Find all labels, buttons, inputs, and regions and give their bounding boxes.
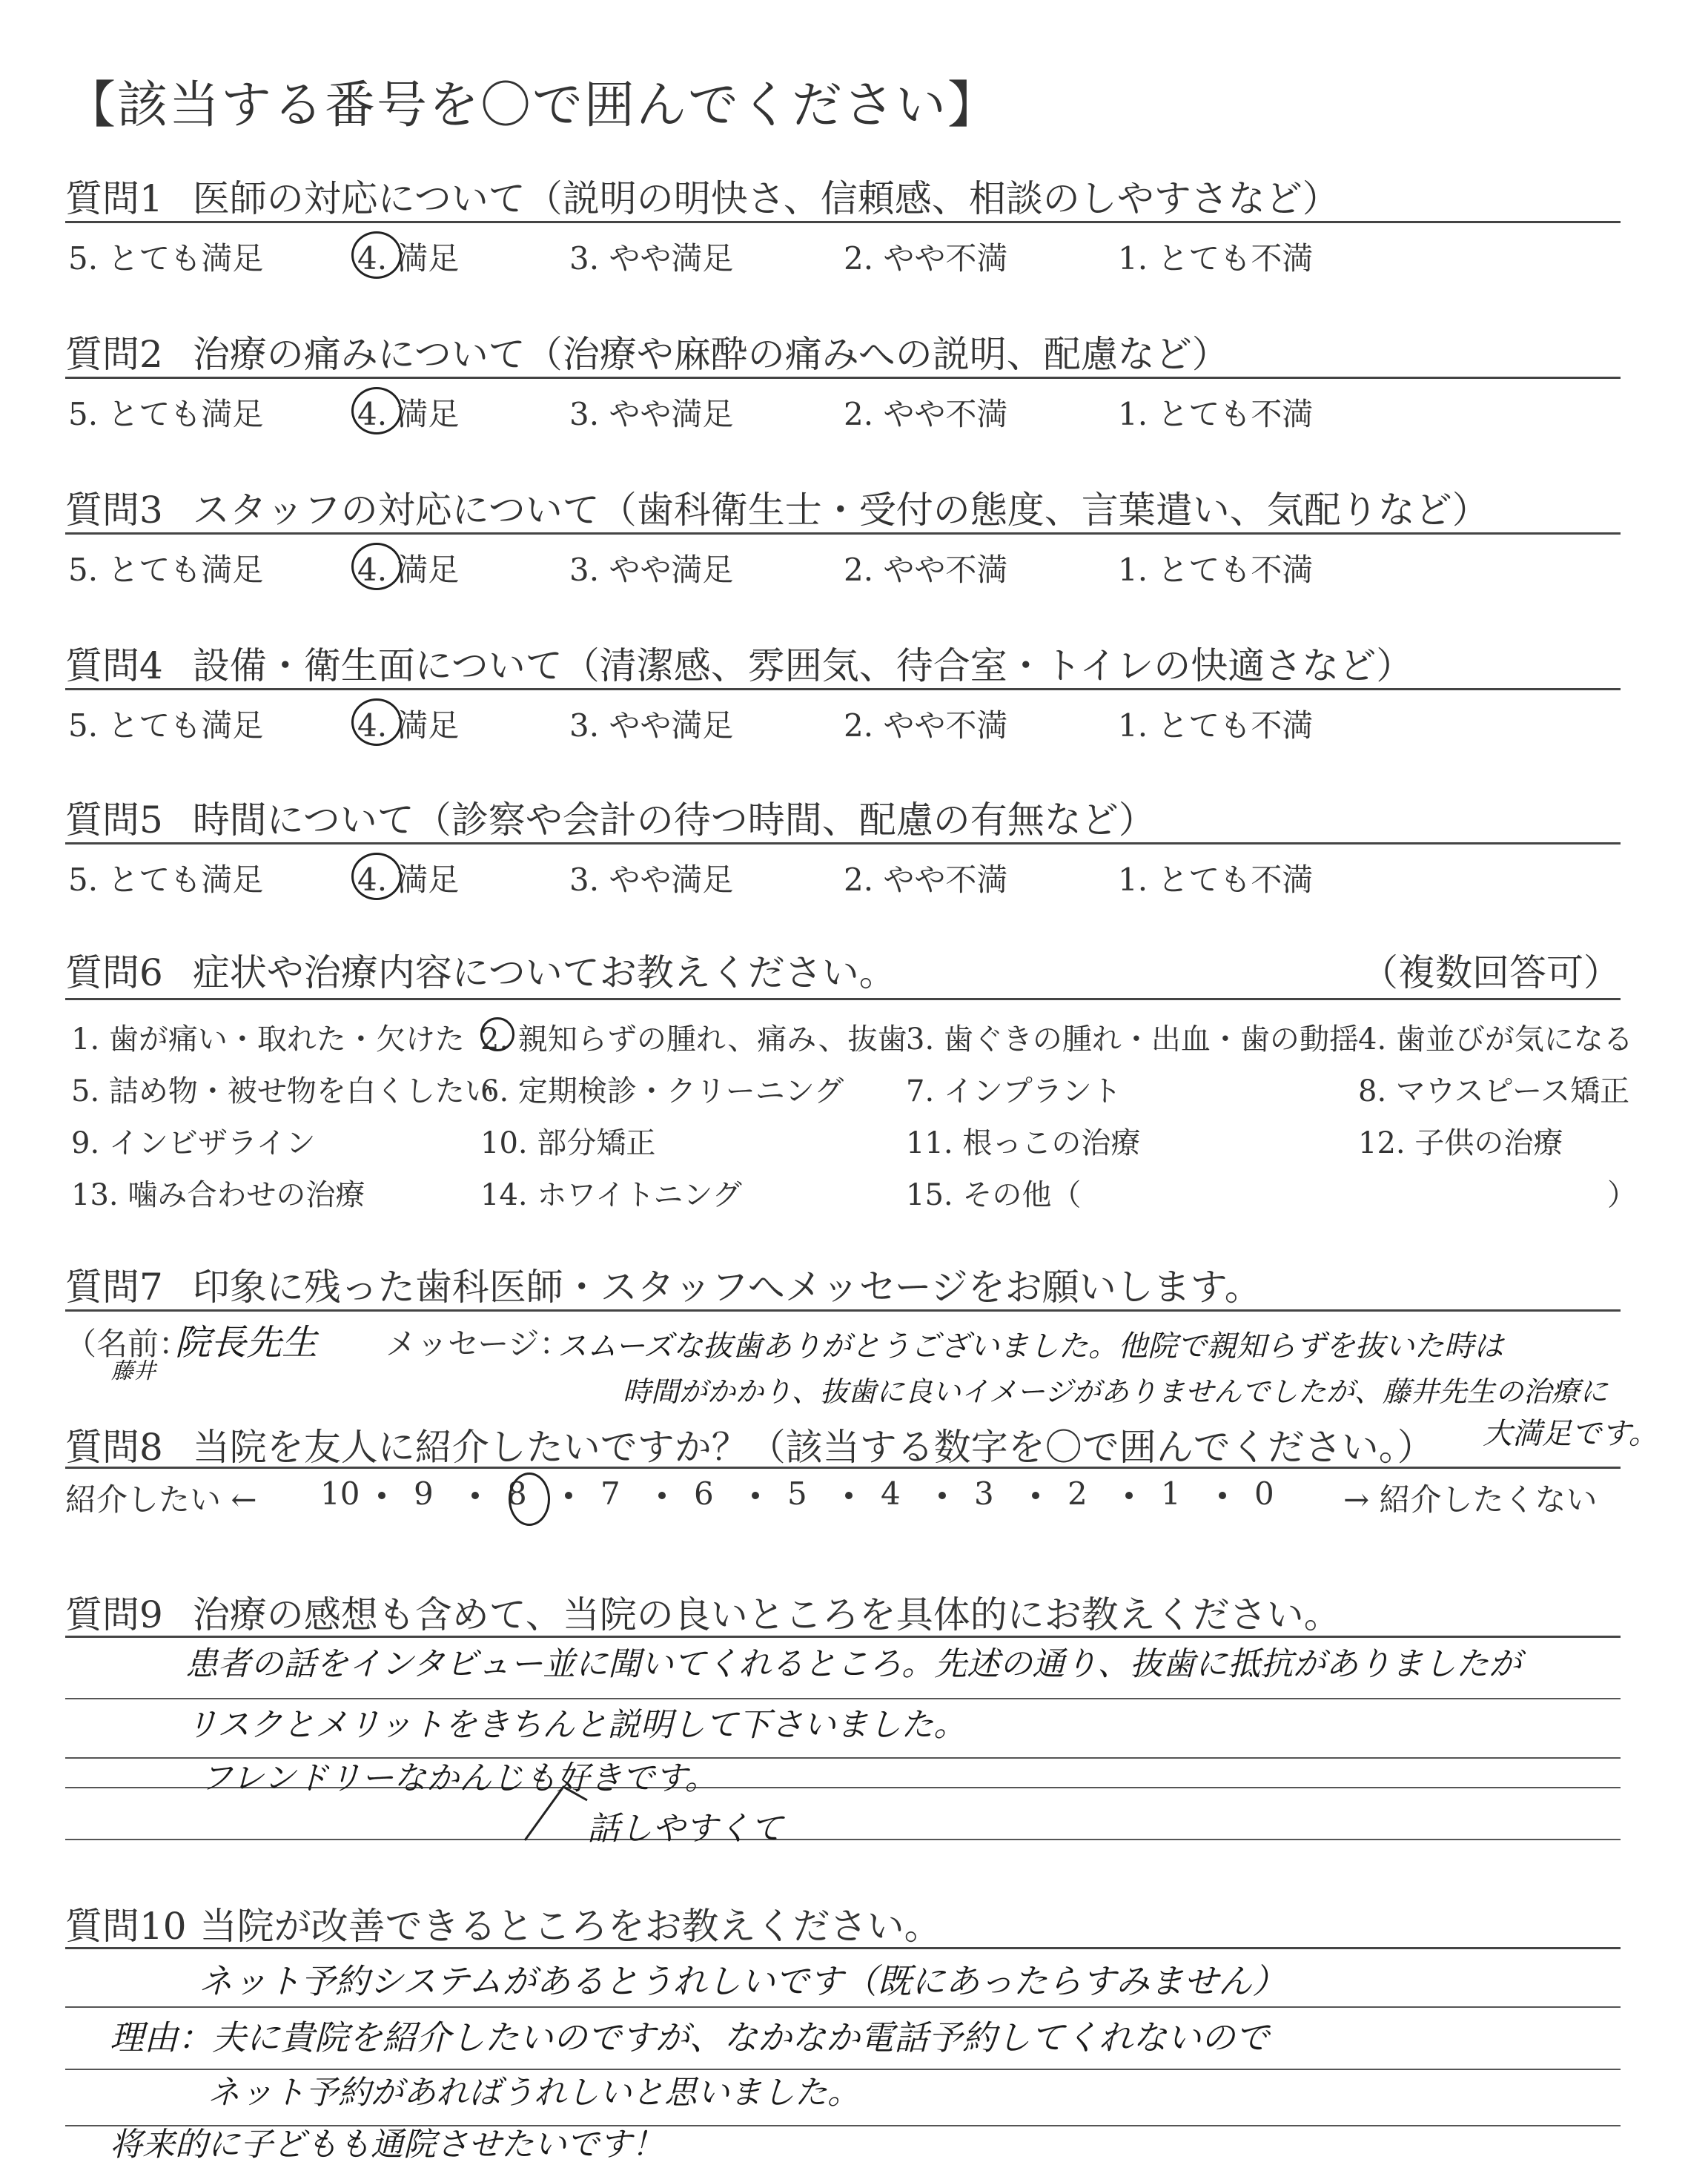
q2-option[interactable]: 4. 満足 [357, 396, 460, 432]
q10-title-row [65, 1897, 941, 1950]
q1-option[interactable]: 3. やや満足 [569, 240, 734, 277]
q8-rule [65, 1467, 1621, 1469]
q8-scale-value[interactable]: 4 [881, 1475, 901, 1512]
q8-scale-value[interactable]: 2 [1068, 1475, 1088, 1512]
q3-number: 質問3 [65, 489, 163, 532]
q8-scale-separator [1032, 1492, 1039, 1499]
q2-option[interactable]: 3. やや満足 [569, 396, 734, 432]
q8-scale-value[interactable]: 1 [1161, 1475, 1181, 1512]
q9-line-4[interactable]: 話しやすくて [587, 1810, 783, 1848]
q4-number: 質問4 [65, 644, 163, 687]
q8-scale-separator [1125, 1492, 1133, 1499]
q7-name-label: （名前： [65, 1326, 191, 1362]
q8-scale-separator [845, 1492, 853, 1499]
q7-title-row [65, 1257, 1262, 1311]
q1-title-row [65, 169, 1340, 222]
q6-option[interactable]: 6. 定期検診・クリーニング [480, 1074, 844, 1108]
q2-option[interactable]: 1. とても不満 [1118, 396, 1314, 432]
q6-note: （複数回答可） [1361, 951, 1621, 994]
q7-name-extra: 藤井 [111, 1358, 156, 1384]
q6-option[interactable]: 12. 子供の治療 [1358, 1126, 1563, 1160]
q5-title: 時間について（診察や会計の待つ時間、配慮の有無など） [192, 799, 1156, 842]
q6-rule [65, 998, 1621, 1000]
q6-option[interactable]: 11. 根っこの治療 [906, 1126, 1141, 1160]
q10-line-rule [65, 2006, 1621, 2008]
q8-scale-separator [752, 1492, 759, 1499]
q9-line-3[interactable]: フレンドリーなかんじも好きです。 [200, 1759, 718, 1797]
q8-number: 質問8 [65, 1426, 163, 1469]
q5-option[interactable]: 5. とても満足 [68, 862, 264, 898]
q9-line-1[interactable]: 患者の話をインタビュー並に聞いてくれるところ。先述の通り、抜歯に抵抗がありましたが [185, 1645, 1522, 1683]
q8-scale-separator [378, 1492, 385, 1499]
q8-scale-separator [939, 1492, 946, 1499]
q6-number: 質問6 [65, 951, 163, 994]
q7-name-value[interactable]: 院長先生 [175, 1322, 318, 1364]
q7-title: 印象に残った歯科医師・スタッフへメッセージをお願いします。 [192, 1266, 1262, 1309]
q8-scale-separator [471, 1492, 479, 1499]
q10-line-3[interactable]: ネット予約があればうれしいと思いました。 [208, 2074, 860, 2112]
q6-option[interactable]: 4. 歯並びが気になる [1358, 1022, 1633, 1057]
q2-selected-circle[interactable] [351, 387, 402, 434]
q4-option[interactable]: 3. やや満足 [569, 707, 734, 744]
q3-rule [65, 532, 1621, 535]
q6-option[interactable]: 7. インプラント [906, 1074, 1122, 1108]
q9-line-2[interactable]: リスクとメリットをきちんと説明して下さいました。 [185, 1706, 967, 1744]
q6-selected-circle[interactable] [480, 1017, 514, 1051]
q3-title-row [65, 480, 1489, 534]
q1-title: 医師の対応について（説明の明快さ、信頼感、相談のしやすさなど） [192, 177, 1340, 220]
q6-option[interactable]: 8. マウスピース矯正 [1358, 1074, 1630, 1108]
q7-message-line-2[interactable]: 時間がかかり、抜歯に良いイメージがありませんでしたが、藤井先生の治療に [623, 1375, 1608, 1408]
q4-option[interactable]: 4. 満足 [357, 707, 460, 744]
q8-selected-circle[interactable] [509, 1472, 550, 1526]
q9-title: 治療の感想も含めて、当院の良いところを具体的にお教えください。 [192, 1593, 1341, 1636]
q5-selected-circle[interactable] [351, 853, 402, 900]
q5-option[interactable]: 1. とても不満 [1118, 862, 1314, 898]
q1-option[interactable]: 5. とても満足 [68, 240, 264, 277]
q4-title-row [65, 636, 1413, 690]
q6-title: 症状や治療内容についてお教えください。 [192, 951, 896, 994]
q8-scale-value[interactable]: 9 [414, 1475, 434, 1512]
q7-rule [65, 1309, 1621, 1312]
q3-option[interactable]: 5. とても満足 [68, 552, 264, 588]
q2-option[interactable]: 5. とても満足 [68, 396, 264, 432]
q8-title-row [65, 1418, 1434, 1471]
q10-line-2[interactable]: 理由：夫に貴院を紹介したいのですが、なかなか電話予約してくれないので [110, 2017, 1269, 2057]
q10-title: 当院が改善できるところをお教えください。 [199, 1905, 941, 1948]
q6-option[interactable]: 9. インビザライン [71, 1126, 316, 1160]
q7-message-label: メッセージ： [385, 1326, 571, 1362]
q8-scale-separator [565, 1492, 572, 1499]
q1-option[interactable]: 1. とても不満 [1118, 240, 1314, 277]
q6-option[interactable]: 14. ホワイトニング [480, 1178, 742, 1212]
q9-number: 質問9 [65, 1593, 163, 1636]
q3-option[interactable]: 1. とても不満 [1118, 552, 1314, 588]
q4-option[interactable]: 2. やや不満 [844, 707, 1008, 744]
q6-option[interactable]: 5. 詰め物・被せ物を白くしたい [71, 1074, 494, 1108]
q9-insert-caret [519, 1779, 608, 1846]
q3-selected-circle[interactable] [351, 543, 402, 590]
q5-option[interactable]: 3. やや満足 [569, 862, 734, 898]
q8-title: 当院を友人に紹介したいですか？（該当する数字を〇で囲んでください。） [192, 1426, 1434, 1469]
q10-line-4[interactable]: 将来的に子どもも通院させたいです！ [110, 2126, 664, 2164]
q5-number: 質問5 [65, 799, 163, 842]
q2-number: 質問2 [65, 333, 163, 376]
q2-option[interactable]: 2. やや不満 [844, 396, 1008, 432]
q8-right-label: → 紹介したくない [1343, 1481, 1598, 1518]
q7-number: 質問7 [65, 1266, 163, 1309]
q8-left-label: 紹介したい ← [65, 1481, 257, 1518]
q5-title-row [65, 790, 1156, 844]
q10-line-1[interactable]: ネット予約システムがあるとうれしいです（既にあったらすみません） [199, 1961, 1286, 2001]
q8-scale-separator [1219, 1492, 1226, 1499]
q8-scale-separator [658, 1492, 666, 1499]
q10-number: 質問10 [65, 1905, 187, 1948]
q6-option[interactable]: 10. 部分矯正 [480, 1126, 656, 1160]
q4-option[interactable]: 1. とても不満 [1118, 707, 1314, 744]
q6-option[interactable]: 2. 親知らずの腫れ、痛み、抜歯 [480, 1022, 907, 1057]
q5-option[interactable]: 4. 満足 [357, 862, 460, 898]
q7-message-line-1[interactable]: スムーズな抜歯ありがとうございました。他院で親知らずを抜いた時は [557, 1329, 1503, 1364]
q9-line-rule [65, 1839, 1621, 1840]
q1-selected-circle[interactable] [351, 231, 402, 279]
q1-rule [65, 221, 1621, 223]
q3-option[interactable]: 4. 満足 [357, 552, 460, 588]
q5-option[interactable]: 2. やや不満 [844, 862, 1008, 898]
page-heading: 【該当する番号を〇で囲んでください】 [65, 76, 1000, 135]
q6-option[interactable]: 15. その他（ [906, 1178, 1082, 1212]
q8-scale-value[interactable]: 5 [787, 1475, 807, 1512]
q4-title: 設備・衛生面について（清潔感、雰囲気、待合室・トイレの快適さなど） [192, 644, 1414, 687]
q8-scale-value[interactable]: 6 [694, 1475, 714, 1512]
q8-scale-value[interactable]: 7 [600, 1475, 620, 1512]
q1-option[interactable]: 2. やや不満 [844, 240, 1008, 277]
q6-title-row [65, 943, 896, 996]
q8-scale-value[interactable]: 3 [974, 1475, 994, 1512]
q3-option[interactable]: 2. やや不満 [844, 552, 1008, 588]
q2-title: 治療の痛みについて（治療や麻酔の痛みへの説明、配慮など） [192, 333, 1229, 376]
q2-rule [65, 377, 1621, 379]
q4-selected-circle[interactable] [351, 698, 402, 746]
q1-option[interactable]: 4. 満足 [357, 240, 460, 277]
q1-number: 質問1 [65, 177, 163, 220]
q6-option[interactable]: ） [1607, 1178, 1637, 1212]
q3-option[interactable]: 3. やや満足 [569, 552, 734, 588]
q2-title-row [65, 325, 1229, 378]
q7-message-line-3[interactable]: 大満足です。 [1483, 1417, 1658, 1451]
q6-option[interactable]: 3. 歯ぐきの腫れ・出血・歯の動揺 [906, 1022, 1359, 1057]
q4-rule [65, 688, 1621, 690]
q8-scale-value[interactable]: 0 [1254, 1475, 1274, 1512]
q8-scale-value[interactable]: 10 [320, 1475, 360, 1512]
q4-option[interactable]: 5. とても満足 [68, 707, 264, 744]
q9-title-row [65, 1585, 1341, 1639]
q6-option[interactable]: 13. 噛み合わせの治療 [71, 1178, 365, 1212]
q3-title: スタッフの対応について（歯科衛生士・受付の態度、言葉遣い、気配りなど） [192, 489, 1489, 532]
q6-option[interactable]: 1. 歯が痛い・取れた・欠けた [71, 1022, 465, 1057]
q10-rule [65, 1947, 1621, 1949]
q5-rule [65, 842, 1621, 844]
q8-scale-value[interactable]: 8 [507, 1475, 527, 1512]
